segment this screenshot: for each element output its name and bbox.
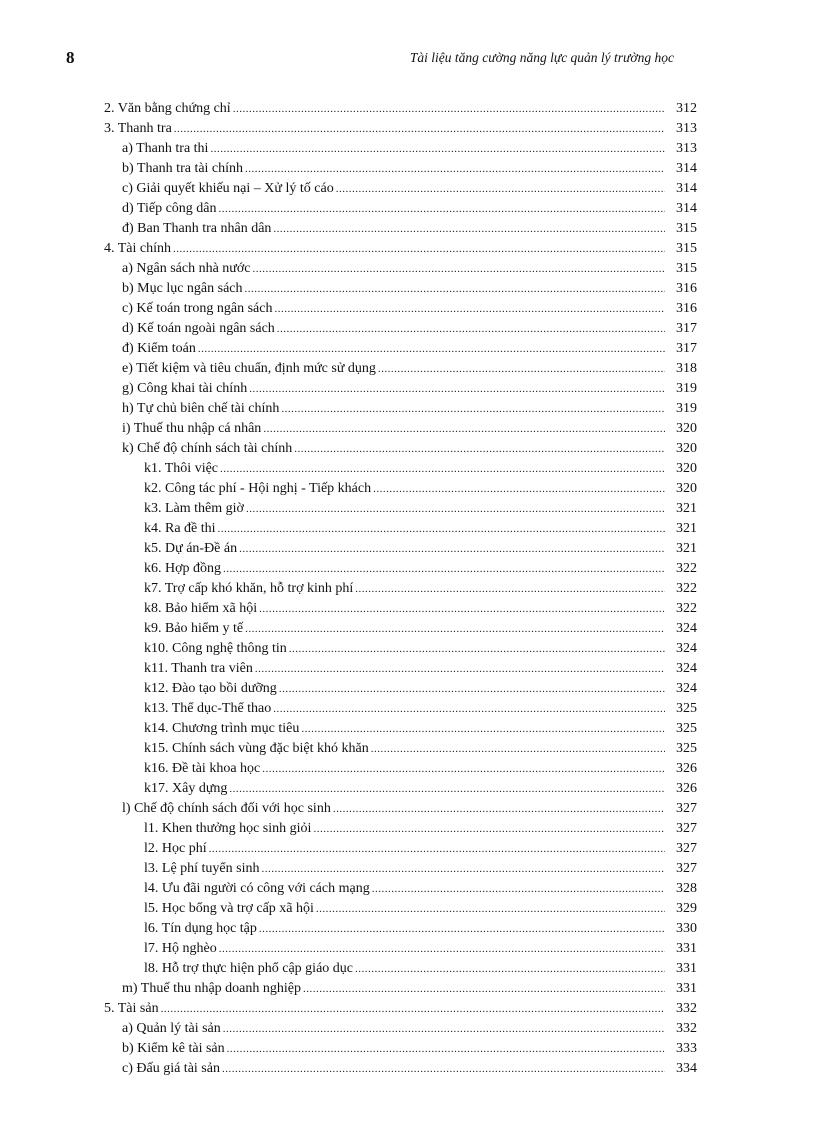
toc-entry-page: 320 [676,461,697,476]
toc-entry-page: 327 [676,821,697,836]
toc-entry-page: 315 [676,261,697,276]
toc-entry-page: 326 [676,781,697,796]
toc-entry-page: 327 [676,801,697,816]
toc-dot-leader [255,663,665,675]
toc-entry [104,897,697,917]
toc-entry-title: l5. Học bổng và trợ cấp xã hội [144,901,314,916]
toc-entry [104,877,697,897]
toc-entry-title: 3. Thanh tra [104,121,172,136]
toc-entry [104,457,697,477]
toc-entry-title: l7. Hộ nghèo [144,941,217,956]
toc-entry [104,717,697,737]
toc-dot-leader [262,763,665,775]
running-header-title: Tài liệu tăng cường năng lực quản lý trường học [409,50,674,65]
toc-entry-page: 326 [676,761,697,776]
toc-entry [104,297,697,317]
toc-entry-title: k13. Thể dục-Thể thao [144,701,272,716]
toc-entry-page: 324 [676,661,697,676]
toc-dot-leader [336,183,665,195]
toc-entry-page: 312 [676,101,697,116]
toc-entry-title: k9. Bảo hiểm y tế [144,621,244,636]
toc-entry-title: l) Chế độ chính sách đối với học sinh [122,801,331,816]
toc-entry [104,677,697,697]
toc-entry-page: 329 [676,901,697,916]
toc-dot-leader [245,283,665,295]
toc-entry [104,157,697,177]
toc-dot-leader [198,343,665,355]
toc-entry [104,597,697,617]
toc-entry-page: 314 [676,161,697,176]
toc-dot-leader [233,103,665,115]
toc-entry-page: 331 [676,941,697,956]
toc-entry-title: k) Chế độ chính sách tài chính [122,441,293,456]
toc-entry [104,437,697,457]
toc-entry-page: 319 [676,381,697,396]
toc-entry [104,97,697,117]
toc-dot-leader [371,743,665,755]
toc-entry-page: 317 [676,321,697,336]
toc-entry-page: 330 [676,921,697,936]
toc-entry-page: 333 [676,1041,697,1056]
toc-dot-leader [223,1023,665,1035]
toc-entry-title: k14. Chương trình mục tiêu [144,721,300,736]
toc-entry [104,377,697,397]
toc-dot-leader [210,143,665,155]
toc-entry [104,837,697,857]
toc-entry-title: l3. Lệ phí tuyển sinh [144,861,260,876]
toc-dot-leader [263,423,665,435]
toc-entry [104,237,697,257]
toc-entry-title: k11. Thanh tra viên [144,661,253,676]
toc-entry-title: k8. Bảo hiểm xã hội [144,601,258,616]
toc-entry-page: 331 [676,981,697,996]
toc-entry [104,257,697,277]
toc-dot-leader [373,483,665,495]
toc-entry-title: k4. Ra đề thi [144,521,216,536]
toc-entry [104,497,697,517]
toc-entry-title: c) Kế toán trong ngân sách [122,301,273,316]
toc-entry-title: m) Thuế thu nhập doanh nghiệp [122,981,301,996]
toc-entry [104,777,697,797]
toc-entry-title: h) Tự chủ biên chế tài chính [122,401,280,416]
toc-entry [104,397,697,417]
toc-entry-title: k15. Chính sách vùng đặc biệt khó khăn [144,741,369,756]
toc-entry-title: k6. Hợp đồng [144,561,222,576]
toc-dot-leader [239,543,665,555]
toc-entry-title: d) Tiếp công dân [122,201,217,216]
toc-dot-leader [303,983,665,995]
toc-entry [104,517,697,537]
toc-dot-leader [279,683,665,695]
toc-entry [104,197,697,217]
toc-entry-page: 321 [676,521,697,536]
toc-entry-title: 5. Tài sản [104,1001,159,1016]
toc-entry-title: a) Ngân sách nhà nước [122,261,251,276]
toc-entry-page: 325 [676,721,697,736]
toc-entry-title: g) Công khai tài chính [122,381,248,396]
toc-dot-leader [222,1063,665,1075]
toc-entry-page: 325 [676,741,697,756]
toc-entry [104,177,697,197]
toc-entry-title: i) Thuế thu nhập cá nhân [122,421,262,436]
toc-dot-leader [273,703,665,715]
toc-dot-leader [281,403,665,415]
toc-entry-title: c) Đấu giá tài sản [122,1061,220,1076]
toc-dot-leader [218,523,665,535]
toc-entry [104,1037,697,1057]
toc-entry-title: b) Thanh tra tài chính [122,161,244,176]
toc-entry [104,917,697,937]
toc-entry [104,117,697,137]
toc-entry-title: a) Quản lý tài sản [122,1021,221,1036]
toc-dot-leader [259,603,665,615]
toc-entry [104,737,697,757]
toc-dot-leader [378,363,665,375]
toc-entry-page: 332 [676,1021,697,1036]
toc-entry-title: k3. Làm thêm giờ [144,501,244,516]
toc-entry-page: 319 [676,401,697,416]
toc-entry-page: 322 [676,601,697,616]
toc-dot-leader [273,223,665,235]
toc-dot-leader [259,923,665,935]
toc-entry-page: 331 [676,961,697,976]
toc-entry-page: 314 [676,181,697,196]
toc-dot-leader [246,503,665,515]
toc-entry-title: đ) Kiểm toán [122,341,196,356]
toc-entry-page: 314 [676,201,697,216]
toc-entry [104,477,697,497]
toc-dot-leader [245,163,665,175]
toc-entry-page: 313 [676,141,697,156]
toc-entry-page: 315 [676,241,697,256]
toc-entry-title: c) Giải quyết khiếu nại – Xử lý tố cáo [122,181,334,196]
toc-entry-page: 322 [676,561,697,576]
toc-entry-title: k16. Đề tài khoa học [144,761,261,776]
toc-entry-title: d) Kế toán ngoài ngân sách [122,321,275,336]
toc-entry-title: k12. Đào tạo bồi dưỡng [144,681,277,696]
toc-entry [104,1057,697,1077]
toc-entry-page: 313 [676,121,697,136]
toc-entry-page: 327 [676,841,697,856]
toc-entry-page: 324 [676,641,697,656]
toc-dot-leader [223,563,665,575]
toc-entry-title: k1. Thôi việc [144,461,219,476]
toc-dot-leader [245,623,665,635]
toc-entry [104,997,697,1017]
toc-entry [104,277,697,297]
toc-dot-leader [220,463,665,475]
toc-entry [104,577,697,597]
toc-entry-page: 315 [676,221,697,236]
toc-entry [104,557,697,577]
toc-entry-page: 321 [676,501,697,516]
toc-entry-title: k10. Công nghệ thông tin [144,641,287,656]
toc-entry-title: e) Tiết kiệm và tiêu chuẩn, định mức sử dụng [122,361,376,376]
toc-entry [104,637,697,657]
toc-dot-leader [372,883,665,895]
toc-dot-leader [219,203,666,215]
toc-entry-page: 324 [676,621,697,636]
toc-dot-leader [355,963,665,975]
toc-entry [104,217,697,237]
toc-dot-leader [313,823,665,835]
toc-dot-leader [316,903,665,915]
toc-entry [104,617,697,637]
toc-dot-leader [249,383,665,395]
toc-entry [104,977,697,997]
toc-entry-title: k2. Công tác phí - Hội nghị - Tiếp khách [144,481,372,496]
toc-dot-leader [301,723,665,735]
toc-dot-leader [253,263,666,275]
toc-entry-page: 327 [676,861,697,876]
toc-entry-page: 320 [676,481,697,496]
toc-entry-page: 320 [676,421,697,436]
toc-dot-leader [262,863,666,875]
toc-entry [104,937,697,957]
toc-entry-title: b) Kiểm kê tài sản [122,1041,225,1056]
toc-entry [104,657,697,677]
toc-entry-page: 316 [676,301,697,316]
toc-entry-title: 4. Tài chính [104,241,172,256]
toc-entry [104,697,697,717]
toc-entry [104,797,697,817]
toc-entry-page: 324 [676,681,697,696]
toc-entry [104,957,697,977]
toc-entry [104,337,697,357]
toc-dot-leader [274,303,665,315]
table-of-contents [104,97,697,1077]
toc-entry-title: b) Mục lục ngân sách [122,281,243,296]
toc-entry-page: 316 [676,281,697,296]
toc-entry-page: 322 [676,581,697,596]
toc-entry-title: k5. Dự án-Đề án [144,541,238,556]
toc-entry-title: k7. Trợ cấp khó khăn, hỗ trợ kinh phí [144,581,354,596]
toc-entry-title: l2. Học phí [144,841,207,856]
toc-entry-title: đ) Ban Thanh tra nhân dân [122,221,272,236]
toc-dot-leader [161,1003,665,1015]
toc-entry-page: 325 [676,701,697,716]
toc-dot-leader [289,643,665,655]
page-number: 8 [66,48,75,67]
toc-dot-leader [209,843,665,855]
toc-dot-leader [277,323,665,335]
toc-entry [104,357,697,377]
toc-dot-leader [219,943,665,955]
toc-entry-title: l6. Tín dụng học tập [144,921,257,936]
toc-entry [104,1017,697,1037]
toc-entry [104,857,697,877]
toc-entry [104,817,697,837]
toc-entry-title: a) Thanh tra thi [122,141,209,156]
toc-dot-leader [294,443,665,455]
toc-entry [104,137,697,157]
toc-entry-page: 320 [676,441,697,456]
toc-entry-title: l4. Ưu đãi người có công với cách mạng [144,881,370,896]
toc-entry-title: l1. Khen thưởng học sinh giỏi [144,821,312,836]
toc-entry-title: k17. Xây dựng [144,781,228,796]
toc-entry-page: 334 [676,1061,697,1076]
toc-entry-page: 328 [676,881,697,896]
toc-entry-title: l8. Hỗ trợ thực hiện phổ cập giáo dục [144,961,353,976]
toc-entry [104,317,697,337]
toc-dot-leader [227,1043,665,1055]
toc-entry [104,757,697,777]
toc-entry-page: 321 [676,541,697,556]
toc-entry [104,417,697,437]
toc-dot-leader [355,583,665,595]
toc-dot-leader [173,243,665,255]
toc-entry [104,537,697,557]
toc-dot-leader [333,803,665,815]
toc-dot-leader [229,783,665,795]
toc-entry-page: 332 [676,1001,697,1016]
toc-entry-title: 2. Văn bằng chứng chỉ [104,101,231,116]
toc-dot-leader [174,123,665,135]
toc-entry-page: 318 [676,361,697,376]
toc-entry-page: 317 [676,341,697,356]
